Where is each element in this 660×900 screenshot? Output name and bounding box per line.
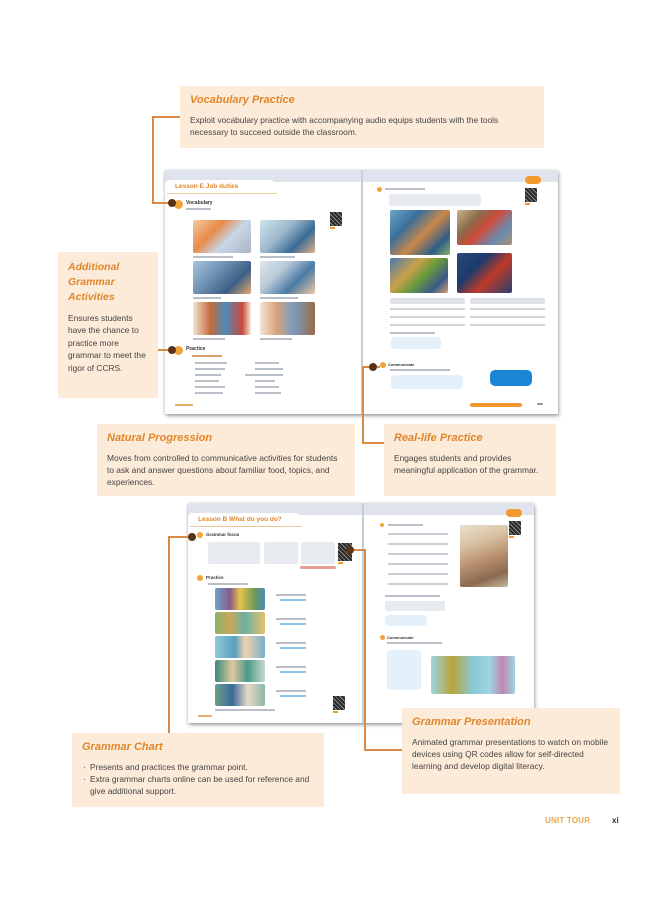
- callout-real-life-practice: [384, 424, 556, 496]
- word-bank: [389, 194, 481, 206]
- photo-scene: [390, 210, 450, 255]
- connector-line: [362, 366, 364, 444]
- unit-badge: [525, 176, 541, 184]
- text-line: [195, 368, 225, 370]
- fill-blank-line: [388, 583, 448, 585]
- illustration: [215, 636, 265, 658]
- textbook-spread-2: [188, 503, 534, 723]
- illustration: [215, 684, 265, 706]
- text-line: [387, 642, 442, 644]
- caption: [193, 256, 233, 258]
- grammar-chart: [264, 542, 298, 564]
- footer-section-label: UNIT TOUR: [545, 816, 591, 825]
- table-row: [470, 324, 545, 326]
- list-item: · Extra grammar charts online can be used for reference and give additional support.: [82, 773, 314, 797]
- text-line: [276, 666, 306, 668]
- text-line: [195, 380, 219, 382]
- text-line: [192, 355, 222, 357]
- section-communicate: Communicate: [387, 635, 414, 640]
- photo-man-on-phone: [460, 525, 508, 587]
- step-number-icon: [380, 362, 386, 368]
- grammar-chart: [208, 542, 260, 564]
- text-line: [280, 671, 306, 673]
- table-header: [470, 298, 545, 304]
- callout-title: Natural Progression: [107, 432, 213, 444]
- text-line: [280, 623, 306, 625]
- text-line: [208, 583, 248, 585]
- callout-grammar-presentation: [402, 708, 620, 794]
- footer-page-number: xi: [612, 816, 619, 825]
- caption: [260, 297, 298, 299]
- section-grammar-focus: Grammar focus: [206, 532, 240, 537]
- connector-line: [168, 536, 170, 742]
- callout-title: Real-life Practice: [394, 432, 483, 444]
- text-line: [215, 709, 275, 711]
- connector-dot: [168, 346, 176, 354]
- text-line: [388, 524, 423, 526]
- connector-dot: [188, 533, 196, 541]
- step-number-icon: [197, 532, 203, 538]
- connector-dot: [346, 546, 354, 554]
- section-communicate: Communicate: [388, 362, 415, 367]
- callout-title: Additional Grammar Activities: [68, 261, 120, 304]
- connector-dot: [168, 199, 176, 207]
- callout-title: Vocabulary Practice: [190, 94, 295, 106]
- illustration: [260, 220, 315, 253]
- photo-scene: [390, 258, 448, 293]
- illustration: [215, 612, 265, 634]
- step-number-icon: [380, 523, 384, 527]
- qr-code-icon: [525, 188, 537, 202]
- text-line: [195, 392, 223, 394]
- connector-line: [152, 116, 180, 118]
- online-practice-button[interactable]: [490, 370, 532, 386]
- step-number-icon: [377, 187, 382, 192]
- table-row: [390, 324, 465, 326]
- callout-body: Moves from controlled to communicative activities for students to ask and answer questions about familiar food, topics, and experiences.: [107, 452, 338, 488]
- page-number: [537, 403, 543, 405]
- text-line: [195, 386, 225, 388]
- fill-blank-line: [388, 553, 448, 555]
- page-number: [175, 404, 193, 406]
- caption: [193, 297, 221, 299]
- illustration: [193, 302, 251, 335]
- text-line: [390, 332, 435, 334]
- callout-body: Engages students and provides meaningful application of the grammar.: [394, 452, 539, 475]
- callout-natural-progression: [97, 424, 355, 496]
- fill-blank-line: [388, 533, 448, 535]
- text-line: [195, 374, 221, 376]
- step-number-icon: [380, 635, 385, 640]
- callout-grammar-chart: [72, 733, 324, 807]
- list-item: · Presents and practices the grammar point.: [82, 761, 314, 773]
- fill-blank-line: [388, 543, 448, 545]
- text-line: [390, 369, 450, 371]
- callout-vocabulary-practice: [180, 86, 544, 148]
- unit-badge: [506, 509, 522, 517]
- text-line: [255, 362, 279, 364]
- text-line: [280, 599, 306, 601]
- illustration: [260, 302, 315, 335]
- callout-title: Grammar Chart: [82, 741, 163, 753]
- callout-additional-grammar: [58, 252, 158, 398]
- speech-example: [387, 650, 421, 690]
- text-line: [255, 386, 279, 388]
- caption: [193, 338, 225, 340]
- table-row: [470, 308, 545, 310]
- photo-scene: [457, 253, 512, 293]
- caption: [260, 256, 295, 258]
- illustration-phone-call: [431, 656, 515, 694]
- table-row: [390, 316, 465, 318]
- footer-bar: [470, 403, 522, 407]
- text-line: [255, 368, 283, 370]
- step-number-icon: [197, 575, 203, 581]
- connector-line: [364, 549, 366, 751]
- lesson-title: Lesson B What do you do?: [190, 513, 302, 527]
- illustration: [215, 588, 265, 610]
- speech-example: [391, 337, 441, 349]
- page-number: [198, 715, 212, 717]
- qr-code-icon: [509, 521, 521, 535]
- text-line: [255, 380, 275, 382]
- text-line: [276, 594, 306, 596]
- text-line: [195, 362, 227, 364]
- callout-body: Exploit vocabulary practice with accompanying audio equips students with the tools necessary to succeed outside the classroom.: [190, 114, 499, 137]
- connector-line: [364, 749, 404, 751]
- connector-line: [152, 116, 154, 204]
- grammar-chart: [301, 542, 335, 564]
- text-line: [385, 595, 440, 597]
- text-line: [276, 642, 306, 644]
- qr-code-icon: [333, 696, 345, 710]
- section-practice: Practice: [186, 346, 206, 352]
- text-line: [186, 208, 211, 210]
- callout-title: Grammar Presentation: [412, 716, 531, 728]
- lesson-title: Lesson E Job duties: [167, 180, 277, 194]
- illustration: [193, 220, 251, 253]
- table-row: [470, 316, 545, 318]
- text-line: [385, 188, 425, 190]
- grammar-chart-list: [82, 761, 314, 798]
- speech-example: [385, 615, 427, 626]
- qr-code-icon: [330, 212, 342, 226]
- illustration: [193, 261, 251, 294]
- table-row: [390, 308, 465, 310]
- watch-label: [300, 566, 336, 569]
- section-practice: Practice: [206, 575, 224, 580]
- illustration: [215, 660, 265, 682]
- text-line: [280, 695, 306, 697]
- connector-dot: [369, 363, 377, 371]
- text-line: [280, 647, 306, 649]
- text-line: [276, 690, 306, 692]
- fill-blank-line: [388, 563, 448, 565]
- fill-blank-line: [388, 573, 448, 575]
- text-line: [245, 374, 283, 376]
- section-vocabulary: Vocabulary: [186, 200, 213, 206]
- connector-line: [362, 442, 384, 444]
- callout-body: Ensures students have the chance to practice more grammar to meet the rigor of CCRS.: [68, 312, 146, 374]
- speech-example: [391, 375, 463, 389]
- table-header: [390, 298, 465, 304]
- word-bank: [385, 601, 445, 611]
- illustration: [260, 261, 315, 294]
- text-line: [276, 618, 306, 620]
- caption: [260, 338, 292, 340]
- callout-body: Animated grammar presentations to watch on mobile devices using QR codes allow for self-directed learning and develop digital literacy.: [412, 736, 608, 772]
- text-line: [255, 392, 281, 394]
- photo-scene: [457, 210, 512, 245]
